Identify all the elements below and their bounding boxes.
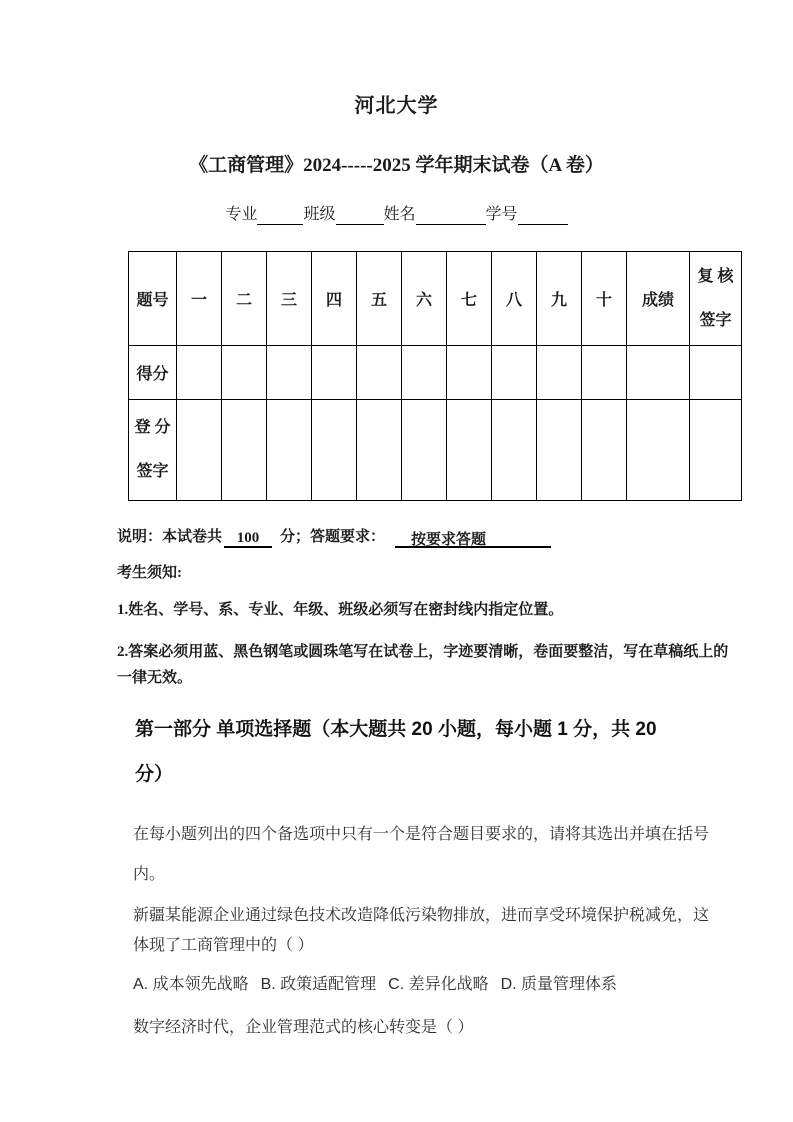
register-cell [222,400,267,501]
register-cell [447,400,492,501]
column-header-cell: 十 [582,252,627,346]
register-cell [312,400,357,501]
column-header-cell: 成绩 [627,252,690,346]
score-cell [492,346,537,400]
option-c: C. 差异化战略 [388,976,489,993]
score-cell [312,346,357,400]
score-row [129,346,742,400]
answer-requirement-blank [395,530,551,548]
question-1-options [133,975,733,995]
register-cell [690,400,742,501]
student-id-blank-field [518,207,568,225]
score-cell [537,346,582,400]
score-table [128,251,742,501]
score-cell [582,346,627,400]
register-cell [492,400,537,501]
class-label: 班级 [303,206,336,223]
major-label: 专业 [225,206,258,223]
register-cell [267,400,312,501]
note-middle: 分；答题要求： [280,529,386,545]
question-number-corner-cell: 题号 [129,252,177,346]
section-one-instruction: 在每小题列出的四个备选项中只有一个是符合题目要求的，请将其选出并填在括号内。 [133,826,710,883]
option-b: B. 政策适配管理 [260,976,377,993]
score-cell [222,346,267,400]
register-cell [537,400,582,501]
column-header-cell: 七 [447,252,492,346]
answer-requirement-value: 按要求答题 [411,532,487,548]
column-header-cell: 六 [402,252,447,346]
score-cell [177,346,222,400]
score-row-label: 得分 [129,346,177,400]
register-cell [627,400,690,501]
notice-item-1: 1.姓名、学号、系、专业、年级、班级必须写在密封线内指定位置。 [117,602,564,618]
university-title: 河北大学 [354,95,439,117]
column-header-cell: 五 [357,252,402,346]
register-signature-row [129,400,742,501]
class-blank-field [336,207,384,225]
option-d: D. 质量管理体系 [500,976,618,993]
student-info-line [0,205,793,225]
note-prefix: 说明：本试卷共 [117,529,223,545]
register-signature-label-cell [129,400,177,501]
register-cell [402,400,447,501]
score-cell [357,346,402,400]
register-cell [582,400,627,501]
question-1-stem: 新疆某能源企业通过绿色技术改造降低污染物排放，进而享受环境保护税减免，这体现了工商管理中的（ ） [133,907,710,954]
column-header-cell: 二 [222,252,267,346]
score-cell [402,346,447,400]
section-one-heading: 第一部分 单项选择题（本大题共 20 小题，每小题 1 分，共 20 分） [135,719,657,785]
review-signature-header-cell [690,252,742,346]
register-cell [177,400,222,501]
name-label: 姓名 [383,206,416,223]
column-header-cell: 三 [267,252,312,346]
total-points-value: 100 [236,530,260,546]
score-table-header-row [129,252,742,346]
question-2-stem: 数字经济时代，企业管理范式的核心转变是（ ） [133,1019,474,1036]
score-cell [447,346,492,400]
score-cell [267,346,312,400]
column-header-cell: 八 [492,252,537,346]
register-signature-line2: 签字 [136,463,169,480]
exam-title: 《工商管理》2024-----2025 学年期末试卷（A 卷） [189,155,604,176]
column-header-cell: 四 [312,252,357,346]
register-cell [357,400,402,501]
option-a: A. 成本领先战略 [133,976,249,993]
total-points-blank [224,528,272,548]
notice-item-2: 2.答案必须用蓝、黑色钢笔或圆珠笔写在试卷上，字迹要清晰，卷面要整洁，写在草稿纸上的一律无效。 [117,644,729,686]
name-blank-field [416,207,486,225]
column-header-cell: 一 [177,252,222,346]
student-id-label: 学号 [485,206,518,223]
score-cell [627,346,690,400]
register-signature-line1: 登 分 [134,419,171,436]
exam-note-line [117,527,793,548]
column-header-cell: 九 [537,252,582,346]
candidate-notice-title: 考生须知: [117,565,182,581]
score-cell [690,346,742,400]
review-signature-line1: 复 核 [697,267,734,285]
major-blank-field [257,207,303,225]
review-signature-line2: 签字 [699,311,732,329]
